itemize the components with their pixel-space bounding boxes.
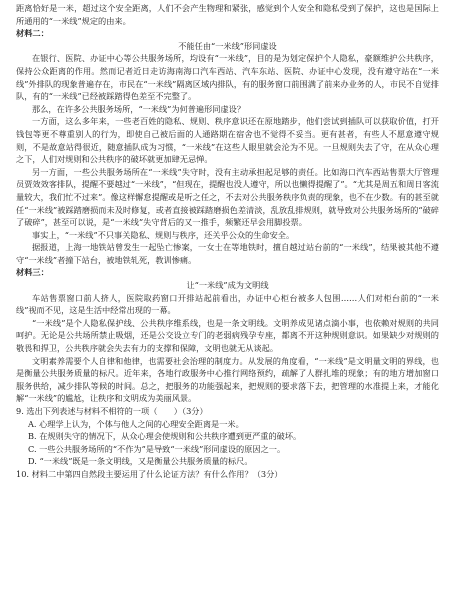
body-paragraph: 另一方面，一些公共服务场所在“一米线”失守时，没有主动承担起足够的责任。比如海口汽车西站售票大厅管理员贾效效客排队，提醒不要越过“一米线”，“但现在，提醒也没人遵守，所以也懒得提醒了”。“尤其是周五和周日客流量较大，我们忙不过来”。像这样懈怠提醒或是听之任之，不去对公共服务秩序负责的现象，也不在少数。有的甚至就任“一米线”被踩踏磨损而未及时修复，或者直接被踩踏磨损色差清淡，乱放乱排规则，就导致对公共服务场所的“破碎了破碎”，甚至可以说，是“一米线”失守背后的又一推手，频繁还早会用脚投票。 (16, 166, 439, 228)
body-paragraph: 距离恰好是一米，超过这个安全距离，人们不会产生物理和紧张，感觉到个人安全和隐私受到了保护，这也是国际上所通用的“一米线”规定的由来。 (16, 3, 439, 26)
answer-option: D. “一米线”既是一条文明线，又是衡量公共服务质量的标尺。 (28, 456, 253, 467)
body-paragraph: “一米线”是个人隐私保护线、公共秩序维系线，也是一条文明线。文明养成见诸点滴小事，也依赖对规则的共同呵护。无论是公共场所禁止吸烟，还是公交设立专门的老弱病残孕专座，都离不开这种规则意识。如果缺少对规则的敬畏和捍卫，公共秩序就会失去有力的支撑和保障，文明也就无从谈起。 (16, 317, 439, 354)
material-heading: 材料二： (16, 28, 49, 39)
body-paragraph: 文明素养需要个人自律和他律，也需要社会治理的制度力。从发展的角度看，“一米线”是文明量文明的界线，也是衡量公共服务质量的标尺。近年来，各地行政服务中心推行网络预约，疏解了人群扎堆的现象；有的地方增加窗口服务供给，减少排队等候的时间。总之，把服务的功能强起来，把规则的要求落下去，把管理的水准提上来，才能化解“一米线”的尴尬，让秩序和文明成为美丽风景。 (16, 355, 439, 404)
body-paragraph: 一方面，这么多年来，一些老百姓的隐私、规则、秩序意识还在原地踏步，他们尝试到插队可以获取价值，打开钱包等更不尊重别人的行为，即使自己被后面的人通路期在宿舍也不觉得不妥当。更有甚者，有些人不愿意遵守规则，不是故意站得很近，随意插队成为习惯，“一米线”在这些人眼里就会沦为不见。一旦规则失去了守，在从众心理之下，人们对规则和公共秩序的破坏就更加肆无忌惮。 (16, 116, 439, 165)
question-stem: 10. 材料二中第四自然段主要运用了什么论证方法？有什么作用？（3分） (16, 468, 283, 479)
body-paragraph: 在银行、医院、办证中心等公共服务场所，均设有“一米线”，目的是为划定保护个人隐私，豪额维护公共秩序，保持公众距离的作用。然而记者近日走访海南海口汽车西站、汽车东站、医院、办证中心发现，没有遵守站在“一米线”外排队的现象普遍存在，市民在“一米线”隔离区域内排队，有的服务窗口前围满了前来办业务的人，市民不自觉排队，有的“一米线”已经被踩踏得色差至不完整了。 (16, 53, 439, 102)
answer-option: A. 心理学上认为，个体与他人之间的心理安全距离是一米。 (28, 418, 244, 429)
section-title: 不能任由“一米线”形同虚设 (178, 40, 277, 51)
body-paragraph: 那么，在许多公共服务场所，“一米线”为何普遍形同虚设？ (32, 103, 246, 114)
body-paragraph: 事实上，“一米线”不只事关隐私、规则与秩序，还关乎公众的生命安全。 (32, 229, 295, 240)
body-paragraph: 车站售票窗口前人挤人，医院取药窗口开排站起前看出，办证中心柜台被多人包围……人们对柜台前的“一米线”视而不见，这是生活中经常出现的一幕。 (16, 292, 439, 316)
answer-option: C. 一些公共服务场所的“不作为”是导致“一米线”形同虚设的原因之一。 (28, 443, 286, 454)
section-title: 让“一米线”成为文明线 (186, 280, 269, 291)
material-heading: 材料三： (16, 267, 49, 278)
body-paragraph: 据报道，上海一地铁站曾发生一起坠亡惨案，一女士在等地铁时，擅自越过站台前的“一米线”，结果被其他不遵守“一米线”者撞下站台，被地铁轧死，教训惨痛。 (16, 242, 439, 265)
question-stem: 9. 选出下列表述与材料不相符的一项（ ）（3分） (16, 406, 208, 416)
answer-option: B. 在规则失守的情况下，从众心理会使规则和公共秩序遭到更严重的破坏。 (28, 431, 302, 442)
